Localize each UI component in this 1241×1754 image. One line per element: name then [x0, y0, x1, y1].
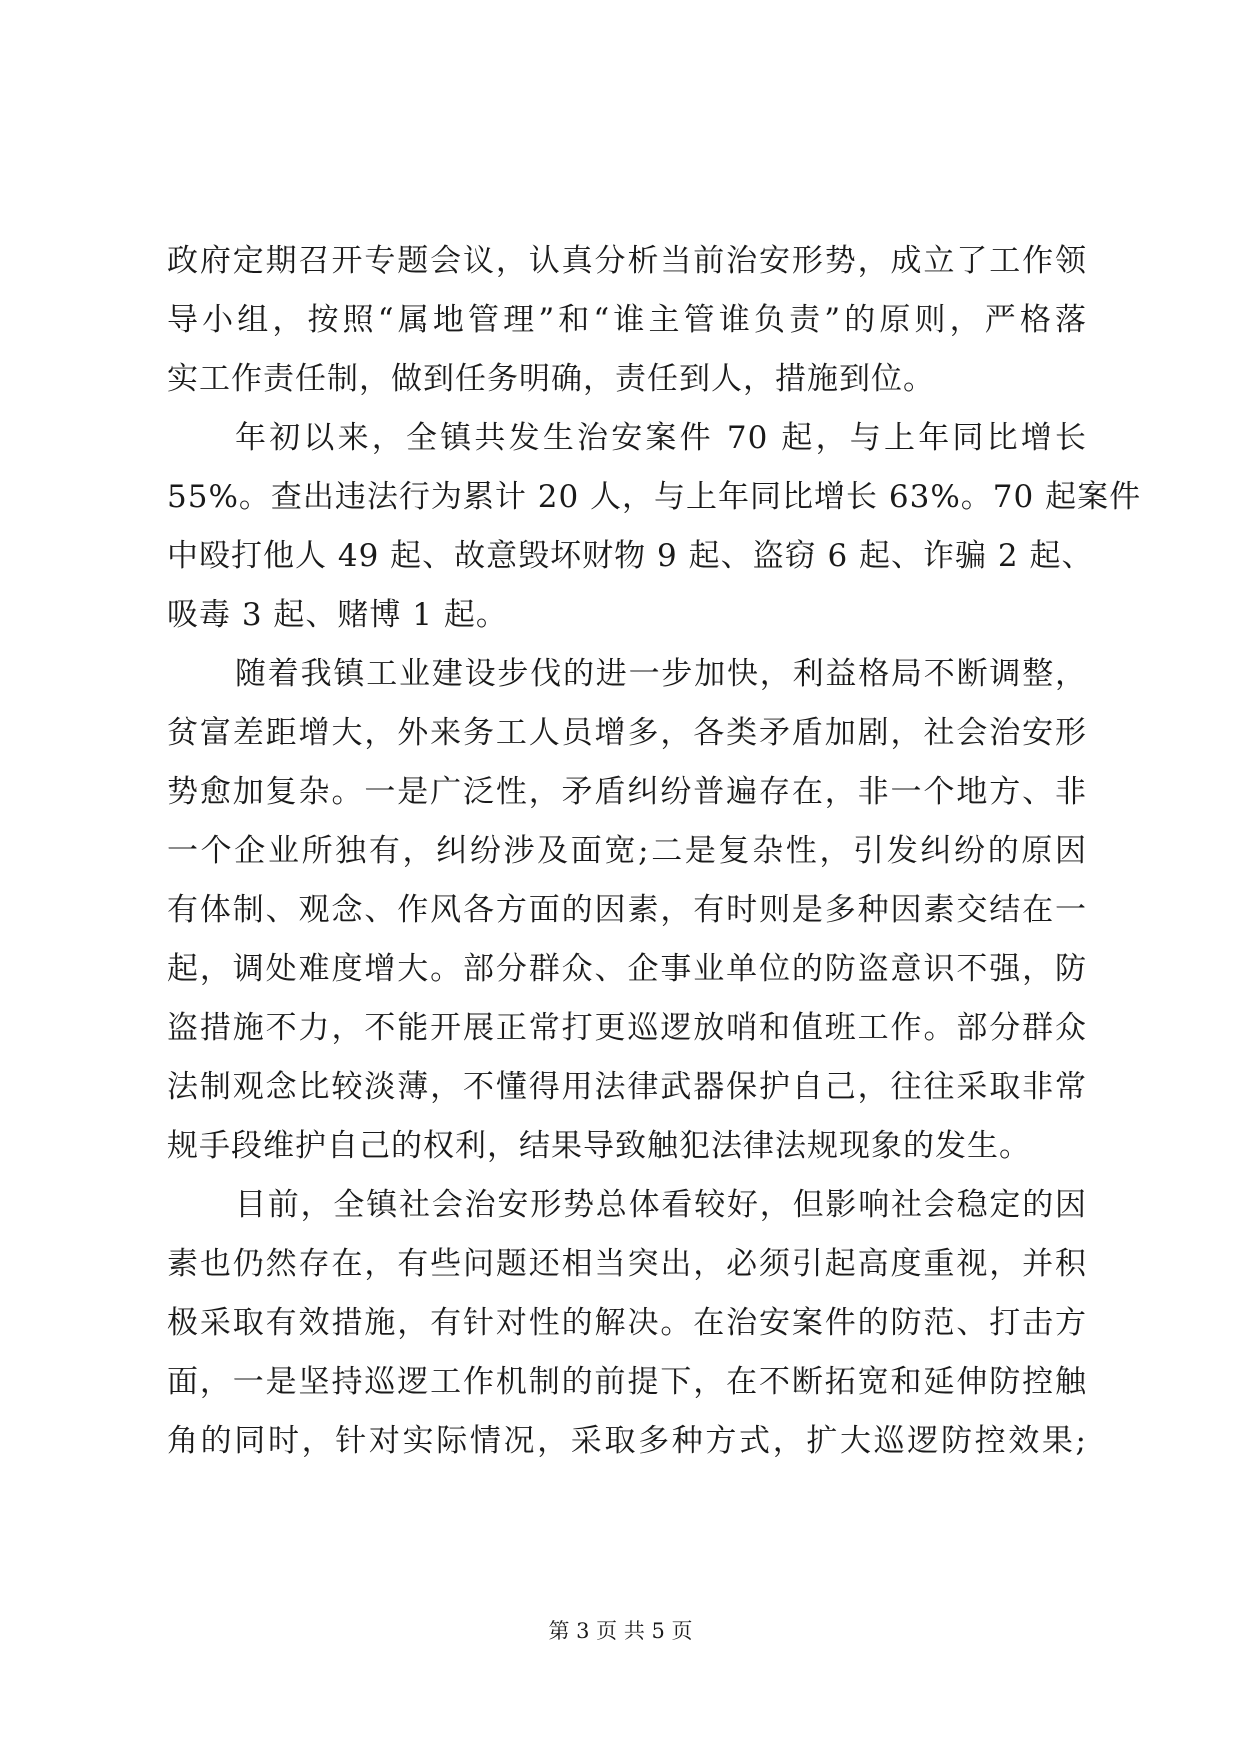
text-line: 实工作责任制，做到任务明确，责任到人，措施到位。 [167, 361, 935, 397]
text-line: 吸毒 3 起、赌博 1 起。 [167, 597, 508, 633]
text-line: 角的同时，针对实际情况，采取多种方式，扩大巡逻防控效果; [167, 1423, 1087, 1459]
page-footer [0, 1616, 1241, 1646]
text-line: 极采取有效措施，有针对性的解决。在治安案件的防范、打击方 [167, 1305, 1087, 1341]
document-body [167, 232, 1142, 1471]
text-line: 素也仍然存在，有些问题还相当突出，必须引起高度重视，并积 [167, 1246, 1087, 1282]
text-line: 有体制、观念、作风各方面的因素，有时则是多种因素交结在一 [167, 892, 1087, 928]
text-line: 贫富差距增大，外来务工人员增多，各类矛盾加剧，社会治安形 [167, 715, 1087, 751]
text-line: 年初以来，全镇共发生治安案件 70 起，与上年同比增长 [235, 420, 1087, 456]
text-line: 中殴打他人 49 起、故意毁坏财物 9 起、盗窃 6 起、诈骗 2 起、 [167, 538, 1094, 574]
text-line: 起，调处难度增大。部分群众、企事业单位的防盗意识不强，防 [167, 951, 1087, 987]
text-line: 随着我镇工业建设步伐的进一步加快，利益格局不断调整， [235, 656, 1087, 692]
text-line: 盗措施不力，不能开展正常打更巡逻放哨和值班工作。部分群众 [167, 1010, 1087, 1046]
text-line: 规手段维护自己的权利，结果导致触犯法律法规现象的发生。 [167, 1128, 1031, 1164]
text-line: 势愈加复杂。一是广泛性，矛盾纠纷普遍存在，非一个地方、非 [167, 774, 1087, 810]
text-line: 目前，全镇社会治安形势总体看较好，但影响社会稳定的因 [235, 1187, 1087, 1223]
text-line: 法制观念比较淡薄，不懂得用法律武器保护自己，往往采取非常 [167, 1069, 1087, 1105]
page-number-label: 第 3 页 共 5 页 [548, 1619, 693, 1643]
text-line: 导小组，按照“属地管理”和“谁主管谁负责”的原则，严格落 [167, 302, 1087, 338]
text-line: 55%。查出违法行为累计 20 人，与上年同比增长 63%。70 起案件 [167, 479, 1142, 515]
text-line: 政府定期召开专题会议，认真分析当前治安形势，成立了工作领 [167, 243, 1087, 279]
text-line: 一个企业所独有，纠纷涉及面宽;二是复杂性，引发纠纷的原因 [167, 833, 1087, 869]
text-line: 面，一是坚持巡逻工作机制的前提下，在不断拓宽和延伸防控触 [167, 1364, 1087, 1400]
